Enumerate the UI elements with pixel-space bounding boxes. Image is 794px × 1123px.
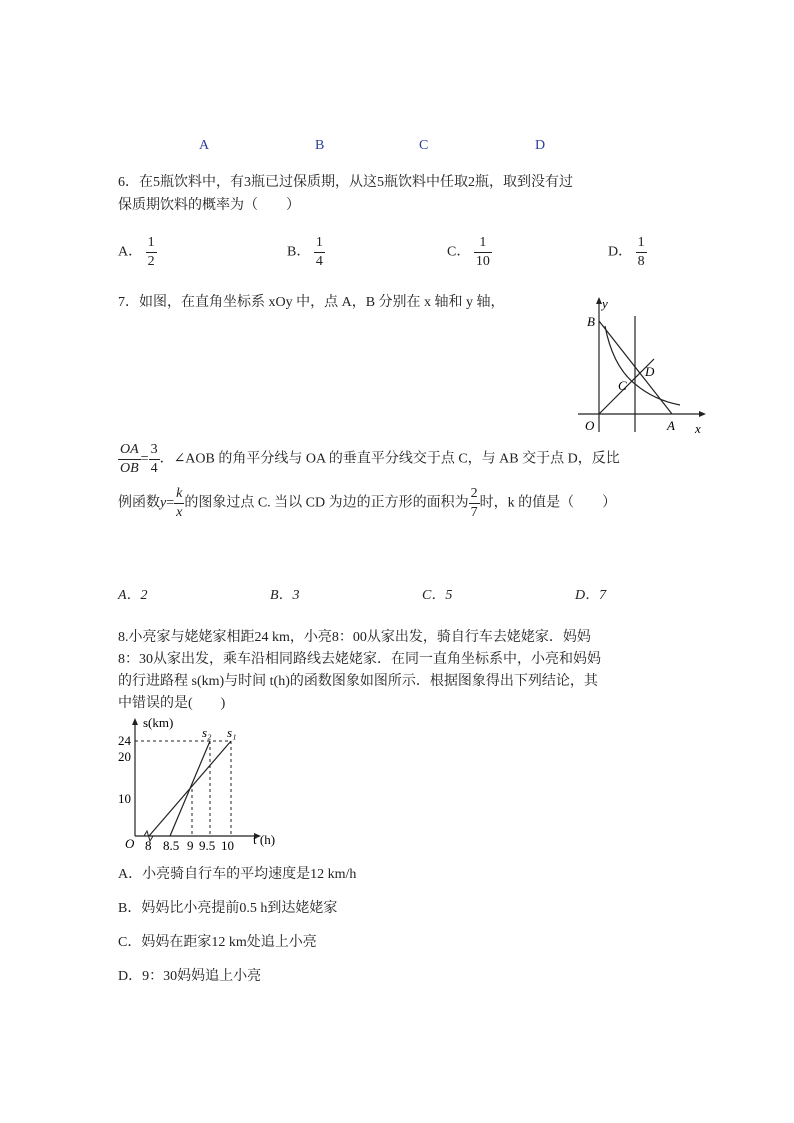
q8-option-d[interactable]: D．9：30妈妈追上小亮: [118, 969, 262, 984]
q7-stem-line1: 7．如图，在直角坐标系 xOy 中，点 A，B 分别在 x 轴和 y 轴，: [118, 295, 505, 310]
q8-y-axis-label: s(km): [143, 715, 174, 730]
q6-option-b-fraction: $\frac{1}{4}$: [315, 235, 323, 269]
q8-series-s2: [170, 741, 210, 836]
q6-option-a[interactable]: A． $\frac{1}{2}$: [118, 235, 155, 269]
q7-figure: [572, 292, 712, 440]
q7-stem-line3: 例函数y= $\frac{k}{x}$ 的图象过点 C. 当以 CD 为边的正方形的面积为 $\frac{2}{7}$ 时，k 的值是（ ）: [118, 486, 617, 520]
q8-x-tick-9: 9: [187, 838, 194, 853]
q7-option-c[interactable]: C．5: [422, 588, 453, 603]
q8-stem-line4: 中错误的是( ): [118, 696, 226, 711]
q7-option-d[interactable]: D．7: [575, 588, 607, 603]
q8-label-s1: s₁: [227, 725, 237, 740]
q7-label-y: y: [602, 296, 608, 311]
q6-option-b[interactable]: B． $\frac{1}{4}$: [287, 235, 323, 269]
q7-hyperbola: [605, 326, 680, 405]
q6-option-a-fraction: $\frac{1}{2}$: [147, 235, 155, 269]
q8-option-c[interactable]: C．妈妈在距家12 km处追上小亮: [118, 935, 317, 950]
q8-stem-line1: 8.小亮家与姥姥家相距24 km，小亮8：00从家出发，骑自行车去姥姥家．妈妈: [118, 630, 591, 645]
q7-stem-line2: $\frac{OA}{OB}$ = $\frac{3}{4}$ ．∠AOB 的角平分线与 OA 的垂直平分线交于点 C，与 AB 交于点 D，反比: [120, 442, 620, 476]
top-option-c: C: [419, 138, 429, 153]
q8-x-tick-8-5: 8.5: [163, 838, 180, 853]
q7-label-b: B: [587, 314, 595, 329]
q7-label-a: A: [667, 418, 675, 433]
q7-option-b[interactable]: B．3: [270, 588, 300, 603]
q8-stem-line2: 8：30从家出发，乘车沿相同路线去姥姥家．在同一直角坐标系中，小亮和妈妈: [118, 652, 601, 667]
q7-label-c: C: [618, 378, 627, 393]
top-option-d: D: [535, 138, 546, 153]
q6-option-c[interactable]: C． $\frac{1}{10}$: [447, 235, 490, 269]
q7-label-d: D: [645, 364, 655, 379]
q7-label-o: O: [585, 418, 595, 433]
q7-ratio-3-4: $\frac{3}{4}$: [150, 442, 158, 476]
q8-x-tick-9-5: 9.5: [199, 838, 216, 853]
q7-func-fraction: $\frac{k}{x}$: [176, 486, 183, 520]
q8-x-tick-8: 8: [145, 838, 152, 853]
top-option-b: B: [315, 138, 325, 153]
q7-option-a[interactable]: A．2: [118, 588, 148, 603]
q8-y-arrow: [132, 718, 138, 725]
q8-x-axis-label: t (h): [253, 832, 276, 847]
q7-x-arrow: [699, 411, 706, 417]
q7-area-fraction: $\frac{2}{7}$: [470, 486, 478, 520]
q8-y-tick-10: 10: [118, 791, 131, 806]
q8-x-tick-10: 10: [221, 838, 234, 853]
q6-stem-line2: 保质期饮料的概率为（ ）: [118, 198, 300, 213]
q7-label-x: x: [695, 421, 701, 436]
q7-ratio-oa-ob: $\frac{OA}{OB}$: [120, 442, 139, 476]
q6-option-c-fraction: $\frac{1}{10}$: [475, 235, 490, 269]
q8-origin-label: O: [125, 836, 135, 851]
q6-option-d[interactable]: D． $\frac{1}{8}$: [608, 235, 645, 269]
top-option-a: A: [199, 138, 210, 153]
q8-stem-line3: 的行进路程 s(km)与时间 t(h)的函数图象如图所示．根据图象得出下列结论，其: [118, 674, 598, 689]
q6-stem-line1: 6．在5瓶饮料中，有3瓶已过保质期，从这5瓶饮料中任取2瓶，取到没有过: [118, 175, 573, 190]
q8-y-tick-24: 24: [118, 733, 131, 748]
q8-y-tick-20: 20: [118, 749, 131, 764]
q6-option-d-fraction: $\frac{1}{8}$: [637, 235, 645, 269]
q8-figure: [118, 713, 288, 855]
q8-option-a[interactable]: A．小亮骑自行车的平均速度是12 km/h: [118, 867, 357, 882]
q8-label-s2: s₂: [202, 725, 212, 740]
q8-option-b[interactable]: B．妈妈比小亮提前0.5 h到达姥姥家: [118, 901, 338, 916]
